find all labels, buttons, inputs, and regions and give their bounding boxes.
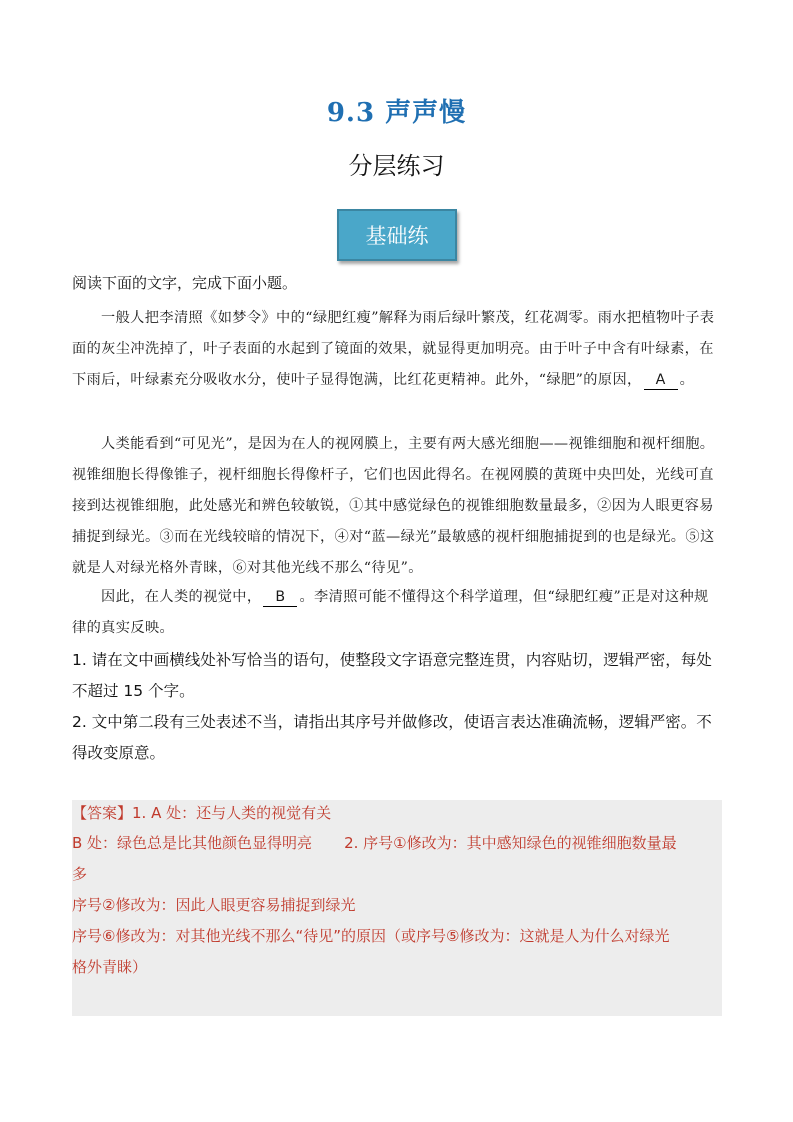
answer-2-fix-2: 序号②修改为：因此人眼更容易捕捉到绿光 bbox=[72, 896, 356, 914]
answer-line-1 bbox=[72, 802, 722, 823]
paragraph-3-end: 。李清照可能不懂得这个科学道理，但“绿肥红瘦”正是对这种规律的真实反映。 bbox=[72, 589, 709, 636]
paragraph-1-text: 一般人把李清照《如梦令》中的“绿肥红瘦”解释为雨后绿叶繁茂，红花凋零。雨水把植物叶子表面的灰尘冲洗掉了，叶子表面的水起到了镜面的效果，就显得更加明亮。由于叶子中含有叶绿素，在下雨后，叶绿素充分吸收水分，使叶子显得饱满，比红花更精神。此外，“绿肥”的原因， bbox=[72, 310, 715, 388]
answer-line-6: 格外青睐） bbox=[72, 958, 148, 976]
paragraph-1-end: 。 bbox=[679, 372, 695, 388]
answer-2-fix-3: 序号⑥修改为：对其他光线不那么“待见”的原因（或序号⑤修改为：这就是人为什么对绿光 bbox=[72, 927, 670, 945]
answer-2-fix-1: 2. 序号①修改为：其中感知绿色的视锥细胞数量最 bbox=[344, 834, 677, 852]
answer-1-a: 1. A 处：还与人类的视觉有关 bbox=[132, 804, 332, 822]
answer-box bbox=[72, 800, 722, 1016]
page-subtitle: 分层练习 bbox=[348, 152, 445, 180]
paragraph-2-text: 人类能看到“可见光”，是因为在人的视网膜上，主要有两大感光细胞——视锥细胞和视杆细胞。视锥细胞长得像锥子，视杆细胞长得像杆子，它们也因此得名。在视网膜的黄斑中央凹处，光线可直接到达视锥细胞，此处感光和辨色较敏锐，①其中感觉绿色的视锥细胞数量最多，②因为人眼更容易捕捉到绿光。③而在光线较暗的情况下，④对“蓝—绿光”最敏感的视杆细胞捕捉到的也是绿光。⑤这就是人对绿光格外青睐，⑥对其他光线不那么“待见”。 bbox=[72, 436, 715, 576]
section-label: 基础练 bbox=[365, 224, 429, 248]
answer-line-3: 多 bbox=[72, 865, 88, 883]
passage-paragraph-2 bbox=[72, 429, 722, 584]
question-2: 2. 文中第二段有三处表述不当，请指出其序号并做修改，使语言表达准确流畅，逻辑严密。不得改变原意。 bbox=[72, 713, 712, 762]
passage-paragraph-3 bbox=[72, 582, 722, 644]
paragraph-3-text: 因此，在人类的视觉中， bbox=[101, 589, 262, 605]
question-1: 1. 请在文中画横线处补写恰当的语句，使整段文字语意完整连贯，内容贴切，逻辑严密，每处不超过 15 个字。 bbox=[72, 651, 712, 700]
section-label-box bbox=[337, 209, 457, 261]
answer-1-b: B 处：绿色总是比其他颜色显得明亮 bbox=[72, 834, 313, 852]
page-title: 9.3 声声慢 bbox=[326, 98, 467, 128]
reading-instruction: 阅读下面的文字，完成下面小题。 bbox=[72, 274, 298, 292]
passage-paragraph-1 bbox=[72, 303, 722, 396]
blank-b: B bbox=[263, 588, 297, 607]
answer-line-2 bbox=[72, 832, 722, 853]
blank-a: A bbox=[644, 371, 678, 390]
answer-tag: 【答案】 bbox=[72, 804, 133, 822]
